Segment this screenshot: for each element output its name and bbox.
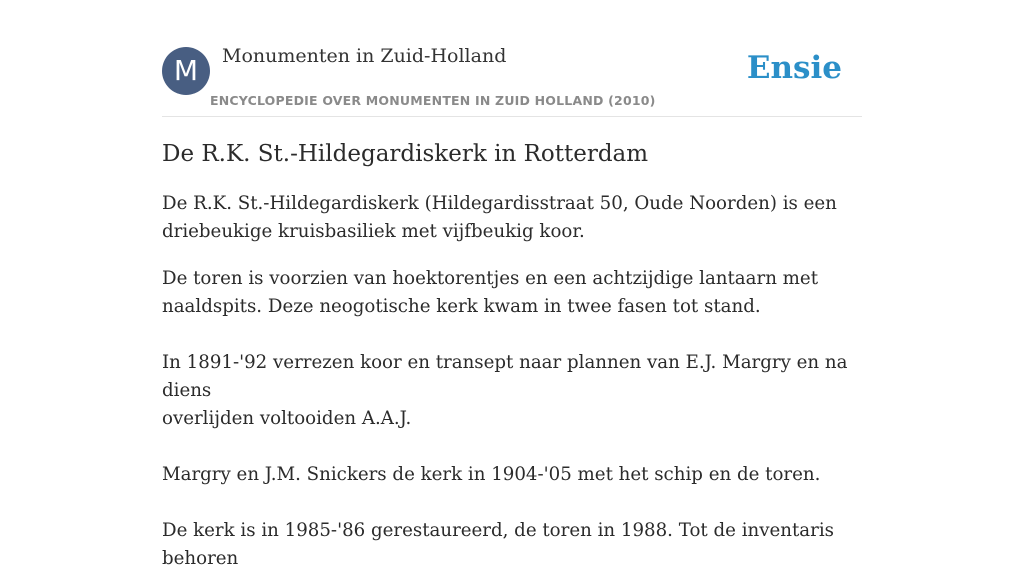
article-text-line: naaldspits. Deze neogotische kerk kwam in twee fasen tot stand. xyxy=(162,296,761,317)
article-text-line: driebeukige kruisbasiliek met vijfbeukig koor. xyxy=(162,221,585,242)
page-title: De R.K. St.-Hildegardiskerk in Rotterdam xyxy=(162,141,649,167)
article-content xyxy=(162,138,862,573)
paragraph-break xyxy=(162,321,862,349)
article-body xyxy=(162,265,862,573)
paragraph-break xyxy=(162,489,862,517)
article-intro-paragraph xyxy=(162,190,862,246)
site-title-link[interactable]: Monumenten in Zuid-Holland xyxy=(222,45,507,67)
paragraph-break xyxy=(162,433,862,461)
avatar[interactable]: M xyxy=(162,47,210,95)
article-text-line: De R.K. St.-Hildegardiskerk (Hildegardisstraat 50, Oude Noorden) is een xyxy=(162,193,837,214)
article-text-line: In 1891-'92 verrezen koor en transept naar plannen van E.J. Margry en na diens xyxy=(162,352,848,401)
article-text-line: overlijden voltooiden A.A.J. xyxy=(162,408,412,429)
site-subtitle: ENCYCLOPEDIE OVER MONUMENTEN IN ZUID HOLLAND (2010) xyxy=(210,93,656,108)
brand-logo-link[interactable]: Ensie xyxy=(746,50,842,86)
site-header xyxy=(162,0,862,117)
article-text-line: De toren is voorzien van hoektorentjes en een achtzijdige lantaarn met xyxy=(162,268,819,289)
article-text-line: Margry en J.M. Snickers de kerk in 1904-'05 met het schip en de toren. xyxy=(162,464,821,485)
article-text-line: De kerk is in 1985-'86 gerestaureerd, de toren in 1988. Tot de inventaris behoren xyxy=(162,520,834,569)
